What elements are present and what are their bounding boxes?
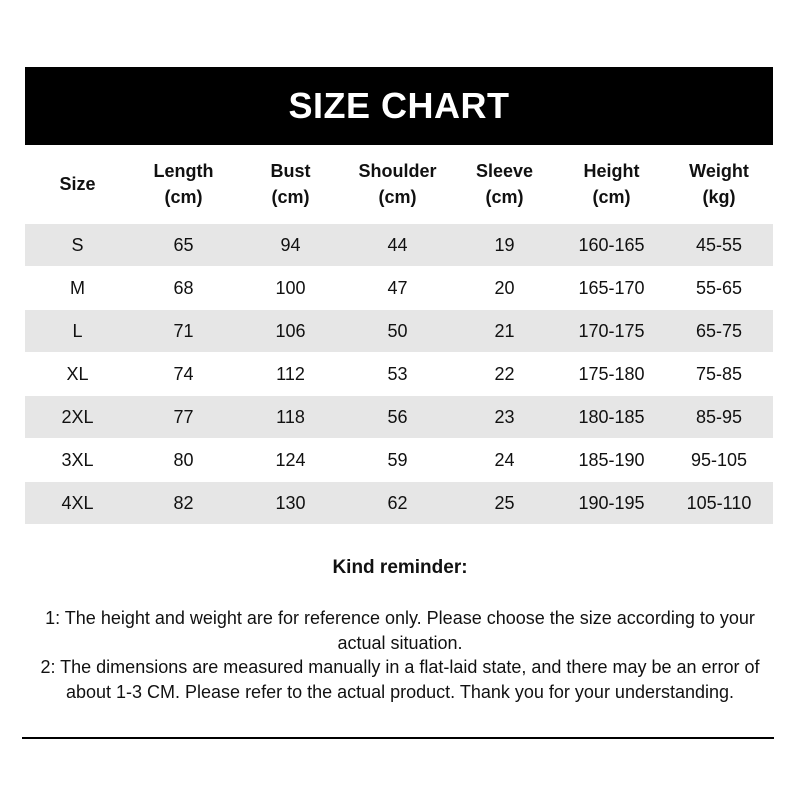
header-weight-label: Weight — [689, 161, 749, 181]
cell-weight: 65-75 — [665, 310, 773, 353]
header-shoulder — [344, 145, 451, 224]
cell-bust: 100 — [237, 267, 344, 310]
cell-weight: 95-105 — [665, 439, 773, 482]
header-bust — [237, 145, 344, 224]
cell-size: S — [25, 224, 130, 267]
cell-length: 68 — [130, 267, 237, 310]
cell-height: 165-170 — [558, 267, 665, 310]
cell-length: 80 — [130, 439, 237, 482]
cell-shoulder: 62 — [344, 482, 451, 525]
title-banner — [25, 67, 773, 145]
cell-sleeve: 22 — [451, 353, 558, 396]
table-row — [25, 224, 773, 267]
cell-size: M — [25, 267, 130, 310]
cell-weight: 85-95 — [665, 396, 773, 439]
header-sleeve-label: Sleeve — [475, 161, 534, 181]
cell-sleeve: 20 — [451, 267, 558, 310]
cell-length: 77 — [130, 396, 237, 439]
cell-sleeve: 23 — [451, 396, 558, 439]
cell-length: 82 — [130, 482, 237, 525]
header-sleeve-unit: (cm) — [485, 187, 524, 207]
cell-height: 180-185 — [558, 396, 665, 439]
table-row — [25, 310, 773, 353]
cell-bust: 112 — [237, 353, 344, 396]
cell-length: 65 — [130, 224, 237, 267]
cell-height: 175-180 — [558, 353, 665, 396]
header-length-unit: (cm) — [164, 187, 203, 207]
cell-weight: 75-85 — [665, 353, 773, 396]
header-length — [130, 145, 237, 224]
cell-size: 3XL — [25, 439, 130, 482]
table-row — [25, 396, 773, 439]
cell-shoulder: 50 — [344, 310, 451, 353]
table-row — [25, 439, 773, 482]
header-bust-label: Bust — [270, 161, 311, 181]
cell-size: 4XL — [25, 482, 130, 525]
cell-weight: 55-65 — [665, 267, 773, 310]
reminder-note-1: 1: The height and weight are for reference only. Please choose the size according to your actual situation. — [45, 608, 755, 653]
header-height-label: Height — [583, 161, 640, 181]
cell-length: 71 — [130, 310, 237, 353]
table-row — [25, 267, 773, 310]
cell-height: 170-175 — [558, 310, 665, 353]
cell-bust: 94 — [237, 224, 344, 267]
cell-weight: 105-110 — [665, 482, 773, 525]
reminder-heading: Kind reminder: — [332, 557, 468, 578]
size-table — [25, 145, 773, 525]
cell-shoulder: 44 — [344, 224, 451, 267]
cell-sleeve: 21 — [451, 310, 558, 353]
reminder-notes — [30, 606, 770, 704]
cell-shoulder: 59 — [344, 439, 451, 482]
cell-size: XL — [25, 353, 130, 396]
header-height-unit: (cm) — [592, 187, 631, 207]
cell-bust: 130 — [237, 482, 344, 525]
table-row — [25, 353, 773, 396]
cell-sleeve: 24 — [451, 439, 558, 482]
cell-shoulder: 56 — [344, 396, 451, 439]
header-shoulder-unit: (cm) — [378, 187, 417, 207]
header-height — [558, 145, 665, 224]
header-size — [25, 145, 130, 224]
cell-bust: 106 — [237, 310, 344, 353]
cell-height: 185-190 — [558, 439, 665, 482]
header-weight — [665, 145, 773, 224]
cell-bust: 124 — [237, 439, 344, 482]
cell-height: 160-165 — [558, 224, 665, 267]
cell-weight: 45-55 — [665, 224, 773, 267]
cell-shoulder: 53 — [344, 353, 451, 396]
cell-sleeve: 25 — [451, 482, 558, 525]
cell-size: L — [25, 310, 130, 353]
reminder-note-2: 2: The dimensions are measured manually in a flat-laid state, and there may be an error of about 1-3 CM. Please refer to the actual product. Thank you for your understanding. — [40, 657, 760, 702]
table-row — [25, 482, 773, 525]
cell-shoulder: 47 — [344, 267, 451, 310]
cell-height: 190-195 — [558, 482, 665, 525]
cell-bust: 118 — [237, 396, 344, 439]
page-title: SIZE CHART — [288, 85, 510, 126]
header-weight-unit: (kg) — [702, 187, 736, 207]
header-bust-unit: (cm) — [271, 187, 310, 207]
header-size-label: Size — [59, 174, 96, 194]
header-sleeve — [451, 145, 558, 224]
cell-length: 74 — [130, 353, 237, 396]
table-header-row — [25, 145, 773, 224]
header-shoulder-label: Shoulder — [358, 161, 437, 181]
header-length-label: Length — [153, 161, 214, 181]
cell-sleeve: 19 — [451, 224, 558, 267]
cell-size: 2XL — [25, 396, 130, 439]
bottom-divider — [22, 737, 774, 739]
